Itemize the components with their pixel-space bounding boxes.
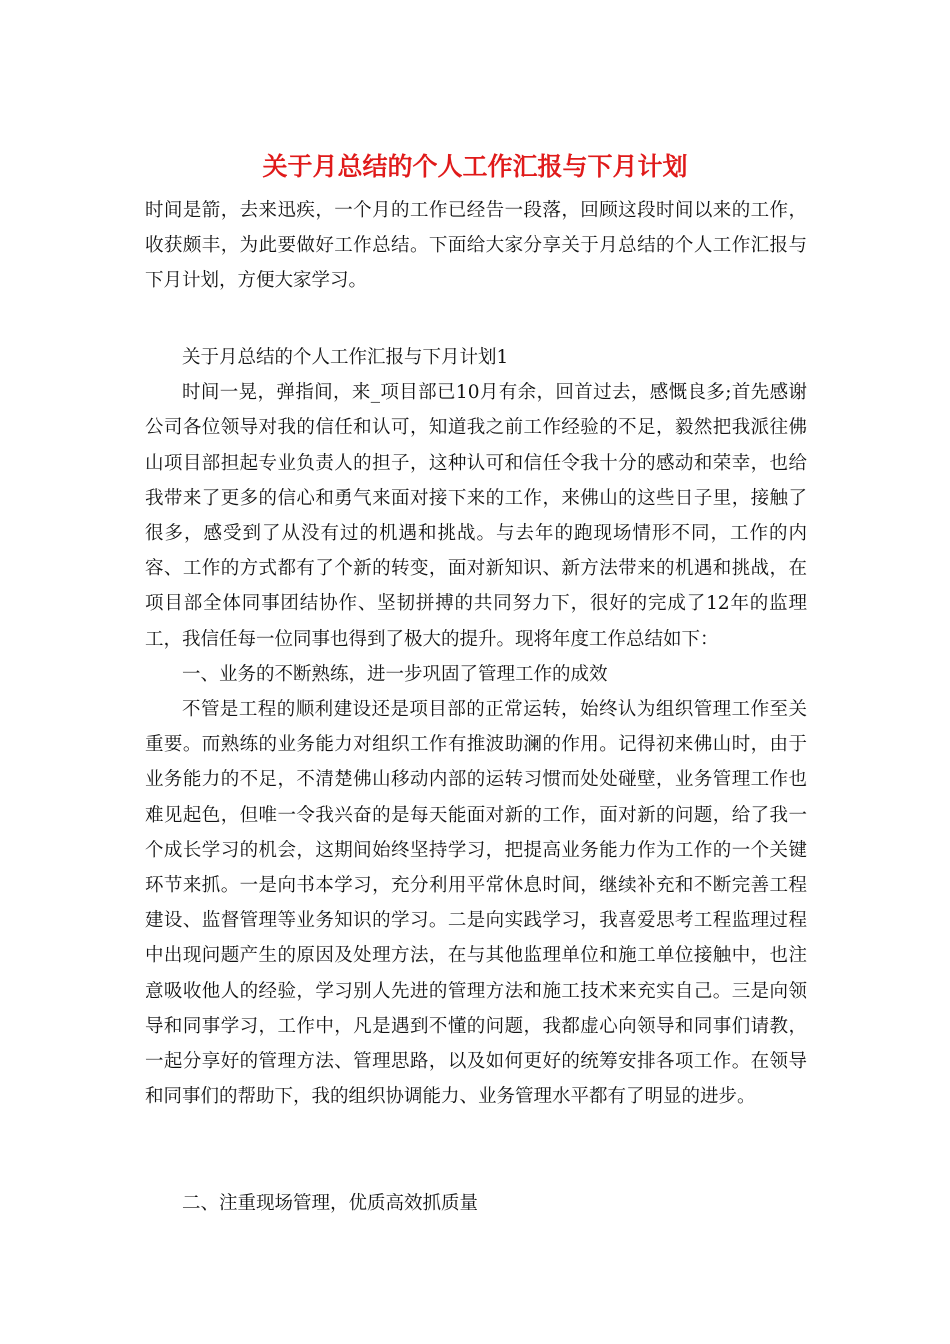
section-subtitle: 关于月总结的个人工作汇报与下月计划1 — [182, 347, 509, 368]
intro-paragraph: 时间是箭，去来迅疾，一个月的工作已经告一段落，回顾这段时间以来的工作，收获颇丰，为此要做好工作总结。下面给大家分享关于月总结的个人工作汇报与下月计划，方便大家学习。 — [145, 200, 807, 292]
heading-1: 一、业务的不断熟练，进一步巩固了管理工作的成效 — [182, 663, 608, 685]
document-title: 关于月总结的个人工作汇报与下月计划 — [262, 152, 688, 181]
paragraph-1: 时间一晃，弹指间，来_项目部已10月有余，回首过去，感慨良多;首先感谢公司各位领导对我的信任和认可，知道我之前工作经验的不足，毅然把我派往佛山项目部担起专业负责人的担子，这种认可和信任令我十分的感动和荣幸，也给我带来了更多的信心和勇气来面对接下来的工作，来佛山的这些日子里，接触了很多，感受到了从没有过的机遇和挑战。与去年的跑现场情形不同，工作的内容、工作的方式都有了个新的转变，面对新知识、新方法带来的机遇和挑战，在项目部全体同事团结协作、坚韧拼搏的共同努力下，很好的完成了12年的监理工，我信任每一位同事也得到了极大的提升。现将年度工作总结如下： — [145, 382, 807, 650]
section-1 — [145, 340, 807, 1114]
heading-2: 二、注重现场管理，优质高效抓质量 — [182, 1193, 479, 1214]
paragraph-2: 不管是工程的顺利建设还是项目部的正常运转，始终认为组织管理工作至关重要。而熟练的业务能力对组织工作有推波助澜的作用。记得初来佛山时，由于业务能力的不足，不清楚佛山移动内部的运转习惯而处处碰壁，业务管理工作也难见起色，但唯一令我兴奋的是每天能面对新的工作，面对新的问题，给了我一个成长学习的机会，这期间始终坚持学习，把提高业务能力作为工作的一个关键环节来抓。一是向书本学习，充分利用平常休息时间，继续补充和不断完善工程建设、监督管理等业务知识的学习。二是向实践学习，我喜爱思考工程监理过程中出现问题产生的原因及处理方法，在与其他监理单位和施工单位接触中，也注意吸收他人的经验，学习别人先进的管理方法和施工技术来充实自己。三是向领导和同事学习，工作中，凡是遇到不懂的问题，我都虚心向领导和同事们请教，一起分享好的管理方法、管理思路，以及如何更好的统筹安排各项工作。在领导和同事们的帮助下，我的组织协调能力、业务管理水平都有了明显的进步。 — [145, 699, 807, 1108]
